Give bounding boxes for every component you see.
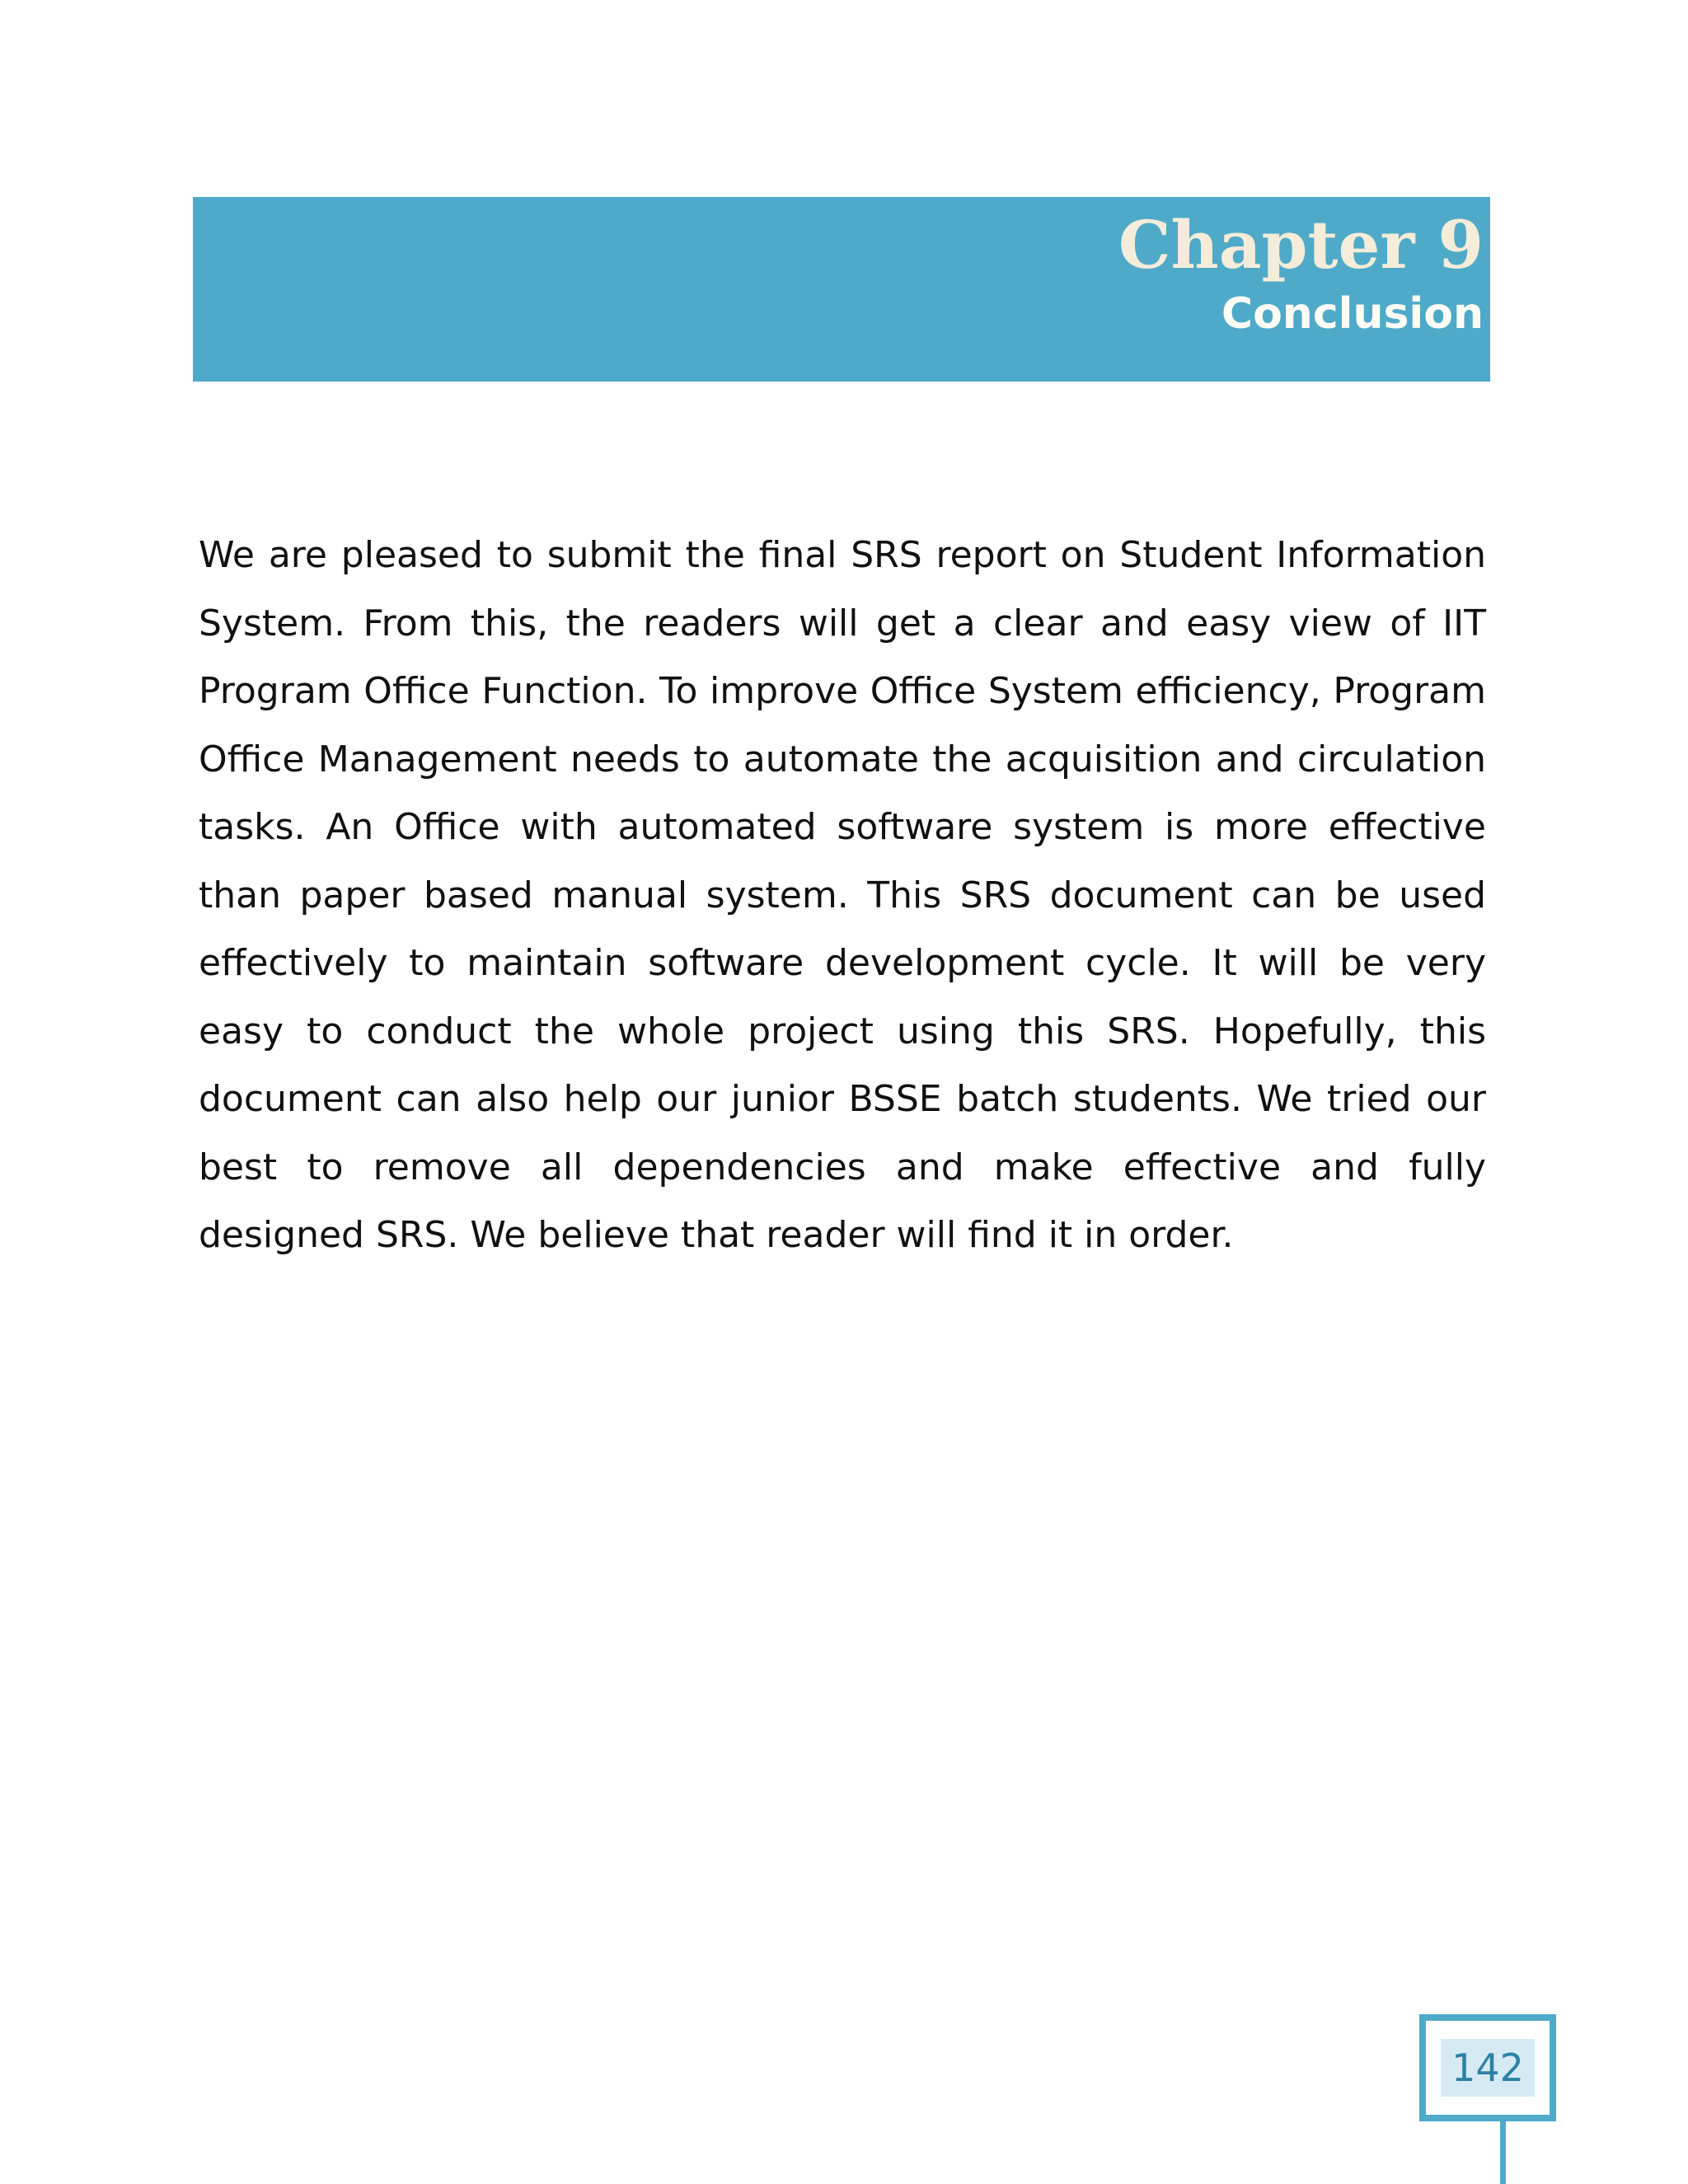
conclusion-paragraph: We are pleased to submit the final SRS report on Student Information System. From this, the readers will get a clear and easy view of IIT Program Office Function. To improve Office System efficiency, Program Office Management needs to automate the acquisition and circulation tasks. An Office with automated software system is more effective than paper based manual system. This SRS document can be used effectively to maintain software development cycle. It will be very easy to conduct the whole project using this SRS. Hopefully, this document can also help our junior BSSE batch students. We tried our best to remove all dependencies and make effective and fully designed SRS. We believe that reader will find it in order. <box>199 534 1486 1256</box>
page-number: 142 <box>1441 2039 1535 2097</box>
chapter-subtitle: Conclusion <box>1221 289 1484 339</box>
page-number-frame <box>1419 2014 1556 2121</box>
chapter-banner <box>193 197 1490 382</box>
page-number-stem <box>1500 2121 1506 2184</box>
chapter-title: Chapter 9 <box>1118 206 1484 284</box>
